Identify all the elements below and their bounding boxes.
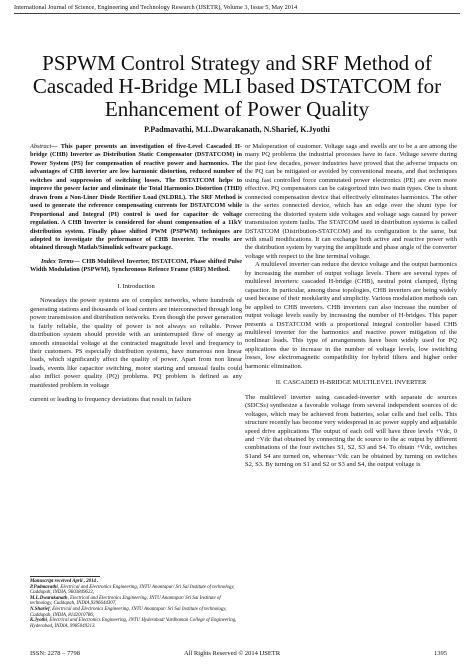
intro-paragraph: Nowadays the power systems are of complex networks, where hundreds of generating stations and thousands of load centers are interconnected through long power transmission and distribution networks. Even though the power generation is fairly reliable, the quality of power is not always so reliable. Power distribution system should provide with an uninterrupted flow of energy at smooth sinusoidal voltage at the contracted magnitude level and frequency to their customers. PS especially distribution systems, have numerous non linear loads, which significantly affect the quality of power. Apart from non linear loads, events like capacitor switching, motor starting and unusual faults could also inflict power quality (PQ) problems. PQ problem is defined as any manifested problem in voltage bbox=[30, 297, 242, 389]
index-terms-label: Index Terms bbox=[41, 257, 74, 265]
body-paragraph: or Maloperation of customer. Voltage sags and swells are to be a are among the many PQ problems the industrial processes have to face. Voltage severe during the past few decades, power industries have proved that the adverse impacts on the PQ can be mitigated or avoided by conventional means, and that techniques using fast controlled force commutated power electronics (PE) are even more effective. PQ compensators can be categorized into two main types. One is shunt connected compensation device that effectively eliminates harmonics. The other is the series connected device, which has an edge over the shunt type for correcting the distorted system side voltages and voltage sags caused by power transmission system faults. The STATCOM used in distribution systems is called DSTATCOM (Distribution-STATCOM) and its configuration is the same, but with small modifications. It can exchange both active and reactive power with the distribution system by varying the amplitude and phase angle of the converter voltage with respect to the line terminal voltage. bbox=[245, 143, 457, 260]
body-paragraph: The multilevel inverter using cascaded-inverter with separate dc sources (SDCSs) synthesize a favorable voltage from several independent sources of dc voltages, which may be achieved from batteries, solar cells and fuel cells. This structure recently has become very widespread in ac power supply and adjustable speed drive applications The output of each cell will have three levels +Vdc, 0 and −Vdc that obtained by connecting the dc source to the ac output by different combinations of the four switches S1, S2, S3 and S4. To obtain +Vdc, switches S1and S4 are turned on, whereas−Vdc can be obtained by turning on switches S2, S3. By turning on S1 and S2 or S3 and S4, the output voltage is bbox=[245, 393, 457, 469]
abstract bbox=[30, 143, 242, 253]
footnote bbox=[30, 607, 242, 618]
index-terms bbox=[30, 258, 242, 275]
footnote bbox=[30, 618, 242, 629]
footnote bbox=[30, 596, 242, 607]
header-rule bbox=[14, 13, 460, 14]
page-number: 1395 bbox=[434, 650, 447, 657]
author-list: P.Padmavathi, M.L.Dwarakanath, N.Sharief, K.Jyothi bbox=[144, 125, 330, 134]
intro-paragraph-continued: current or leading to frequency deviations that result in failure bbox=[30, 396, 192, 404]
footnote-name: N.Sharief bbox=[30, 606, 50, 612]
section-heading-chb: II. CASCADED H-BRIDGE MULTILEVEL INVERTER bbox=[275, 379, 427, 387]
abstract-label: Abstract bbox=[30, 143, 52, 150]
footnote-name: Manuscript received April , 2014 . bbox=[30, 579, 99, 584]
journal-header: International Journal of Science, Engineering and Technology Research (IJSETR), Volume 3, Issue 5, May 2014 bbox=[14, 4, 298, 11]
body-paragraph: A multilevel inverter can reduce the device voltage and the output harmonics by increasing the number of output voltage levels. There are several types of multilevel inverters: cascaded H-bridge (CHB), neutral point clamped, flying capacitor. In particular, among these topologies, CHB inverters are being widely used because of their modularity and simplicity. Various modulation methods can be applied to CHB inverters. CHB inverters can also increase the number of output voltage levels easily by increasing the number of H-bridges. This paper presents a DSTATCOM with a proportional integral controller based CHB multilevel inverter for the harmonics and reactive power mitigation of the nonlinear loads. This type of arrangements have been widely used for PQ applications due to increase in the number of voltage levels, low switching losses, low electromagnetic compatibility for hybrid filters and higher order harmonic elimination. bbox=[245, 261, 457, 370]
footnote-text: , Electrical and Electronics Engineering, JNTU Hyderabad/ Vardhaman College of Engineering, Hyderabad, INDIA, 9985049213. bbox=[30, 618, 237, 629]
footnote-text: , Electrical and Electronics Engineering, JNTU Anantapur/ Sri Sai Institute of technology, Cuddapah, INDIA,9396644307, bbox=[30, 595, 221, 607]
index-terms-text: — CHB Multilevel Inverter, DSTATCOM, Phase shifted Pulse Width Modulation (PSPWM), Synchronous Refence Frame (SRF) Method. bbox=[30, 257, 242, 274]
footer-rights: All Rights Reserved © 2014 IJSETR bbox=[184, 650, 281, 657]
footnotes bbox=[30, 579, 242, 629]
footnote-name: K.Jyothi bbox=[30, 618, 47, 624]
left-column bbox=[30, 143, 242, 405]
footnote-text: , Electrical and Electronics Engineering, JNTU Anantapur/ Sri Sai Institute of technology, Cuddapah, INDIA, 9603849622, bbox=[30, 584, 235, 596]
footnote-name: P.Padmavathi bbox=[30, 584, 58, 590]
footnote bbox=[30, 585, 242, 596]
footnote-name: M.L.Dwarakanath bbox=[30, 595, 68, 601]
abstract-text: — This paper presents an investigation of five-Level Cascaded H-bridge (CHB) Inverter as Distribution Static Compensator (DSTATCOM) in Power System (PS) for compensation of reactive power and harmonics. The advantages of CHB inverter are low harmonic distortion, reduced number of switches and suppression of switching losses. The DSTATCOM helps to improve the power factor and eliminate the Total Harmonics Distortion (THD) drawn from a Non-Liner Diode Rectifier Load (NLDRL). The SRF Method is used to generate the reference compensating currents for DSTATCOM while Proportional and Integral (PI) control is used for capacitor dc voltage regulation. A CHB Inverter is considered for shunt compensation of a 11kV distribution system. Finally phase shifted PWM (PSPWM) techniques are adopted to investigate the performance of CHB Inverter. The results are obtained through Matlab/Simulink software package. bbox=[30, 143, 242, 252]
footer-issn: ISSN: 2278 – 7798 bbox=[30, 650, 81, 657]
paper-title: PSPWM Control Strategy and SRF Method of Cascaded H-Bridge MLI based DSTATCOM for Enhancement of Power Quality bbox=[32, 51, 442, 121]
footnote-text: , Electrical and Electronics Engineering, JNTU Anantapur/ Sri Sai Institute of technology, Cuddapah, INDIA, 8142010786, bbox=[30, 606, 227, 618]
section-heading-introduction: I. Introduction bbox=[117, 282, 155, 290]
footnote-rule bbox=[30, 576, 100, 577]
right-column bbox=[245, 143, 457, 470]
